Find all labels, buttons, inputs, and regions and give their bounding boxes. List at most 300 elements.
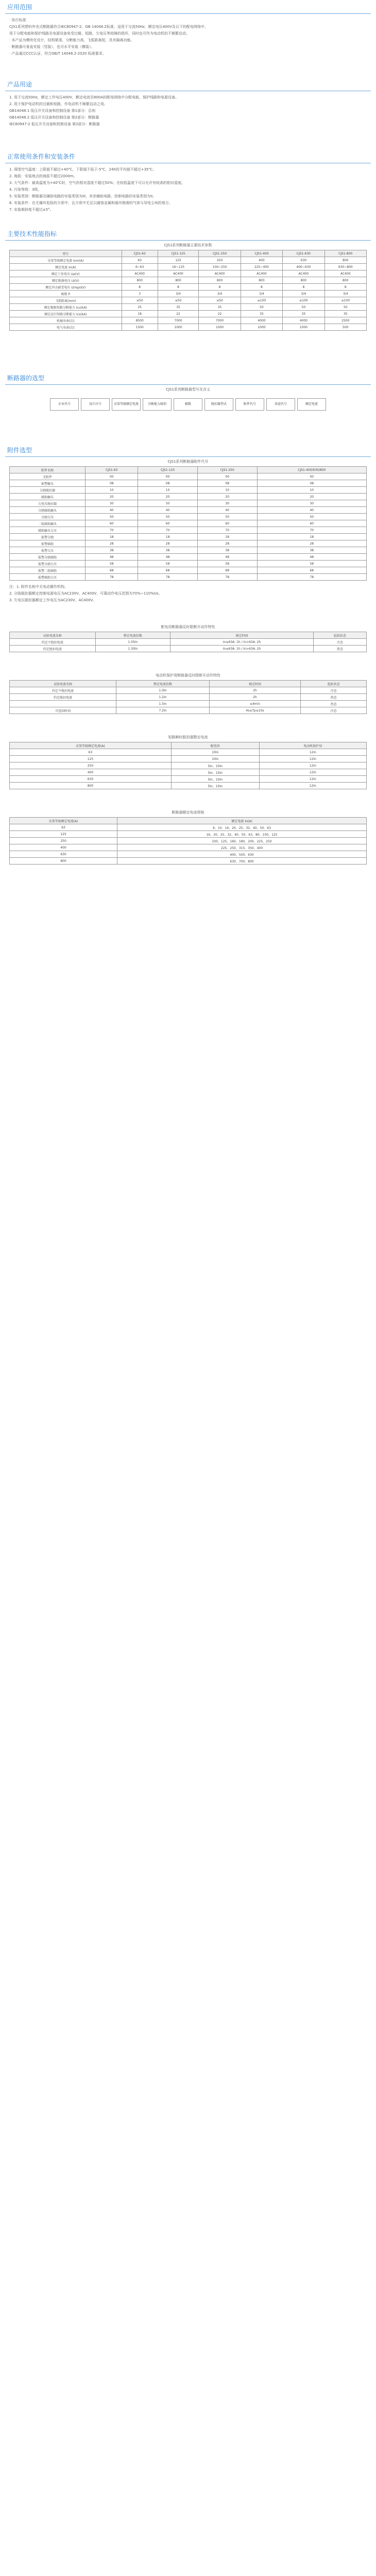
section-selection (0, 371, 376, 416)
table-row (10, 844, 367, 851)
table-row (10, 824, 367, 831)
table-caption: CJS1系列断路器附件代号 (167, 460, 209, 464)
table-cell: 30 (138, 500, 198, 507)
section-header (5, 149, 371, 163)
table-cell: 08 (86, 480, 138, 487)
table-cell: 58 (138, 561, 198, 567)
table-cell: 额定电流 In(A) (10, 264, 122, 270)
table-row (10, 561, 367, 567)
table-cell: ≤50 (122, 297, 158, 304)
scope-line: · 产品通过CCC认证，符合GB/T 14048.2-2020 标准要求。 (9, 52, 106, 56)
table-row (10, 284, 367, 291)
table-cell: 分励辅助触头 (10, 507, 86, 514)
table-cell: 报警分励辅助 (10, 554, 86, 561)
table-header-cell: 试验电流名称 (10, 632, 96, 639)
table-row (10, 304, 367, 311)
table-cell: 5In、10In (171, 762, 259, 769)
table-cell: 12In (259, 756, 366, 762)
table-cell: 58 (257, 561, 366, 567)
table-cell: 1.30In (95, 646, 170, 652)
table-cell: 16~125 (158, 264, 199, 270)
usage-line: 1. 用于交流50Hz，额定工作电压400V，额定电流至800A的配电网络中分配电能，保护线路和电源设备。 (9, 95, 179, 99)
table-row (10, 297, 367, 304)
table-cell: 63 (10, 749, 172, 756)
section-scope (0, 0, 376, 57)
table-cell: 08 (197, 480, 257, 487)
table-cell: 1500 (122, 324, 158, 331)
table-cell: AC400 (241, 270, 282, 277)
table-header-cell: 附件名称 (10, 467, 86, 473)
section-title: 应用范围 (7, 4, 32, 11)
table-cell: 28 (138, 540, 198, 547)
table-cell: 68 (86, 567, 138, 574)
table-row (10, 646, 367, 652)
table-cell: 500 (324, 324, 366, 331)
table-header-row (10, 818, 367, 824)
trip-table-distribution (9, 632, 367, 652)
table-cell: 12In (259, 783, 366, 789)
table-cell: 1.05In (95, 639, 170, 646)
table-cell: 70 (197, 527, 257, 534)
table-cell: 约定脱扣电流 (10, 646, 96, 652)
table-cell: AC400 (324, 270, 366, 277)
table-cell: 50 (283, 304, 324, 311)
section-title: 断路器的选型 (7, 375, 45, 382)
table-row (10, 291, 367, 297)
table-cell: 极数 P (10, 291, 122, 297)
table-cell: 3/4 (283, 291, 324, 297)
table-cell: AC400 (283, 270, 324, 277)
table-cell: 78 (138, 574, 198, 581)
table-cell: 800 (158, 277, 199, 284)
table-cell: AC400 (199, 270, 241, 277)
table-cell: 8500 (122, 317, 158, 324)
table-cell: 5In、10In (171, 776, 259, 783)
table-cell: 6、10、16、20、25、32、40、50、63 (117, 824, 367, 831)
table-cell: 630 (10, 776, 172, 783)
table-cell: 5In、10In (171, 783, 259, 789)
model-code-box: 用途代号 (266, 398, 295, 411)
section-header (5, 443, 371, 457)
table-cell: 630、700、800 (117, 858, 367, 865)
table-header-cell: 整定电流倍数 (116, 681, 210, 687)
table-cell: 630~800 (324, 264, 366, 270)
table-cell: 40 (257, 507, 366, 514)
table-cell: 机械寿命(次) (10, 317, 122, 324)
table-row (10, 317, 367, 324)
table-cell: 50 (86, 514, 138, 520)
table-cell: 热态 (314, 646, 367, 652)
table-cell: AC400 (158, 270, 199, 277)
section-title: 产品用途 (7, 81, 32, 88)
table-cell: 12In (259, 769, 366, 776)
table-cell: 38 (257, 547, 366, 554)
table-row (10, 494, 367, 500)
table-header-cell: 壳架等级额定电流(A) (10, 818, 117, 824)
table-cell: 报警二组辅助 (10, 567, 86, 574)
table-header-cell: 起始状态 (314, 632, 367, 639)
table-cell: 20 (138, 494, 198, 500)
table-cell: 50 (241, 304, 282, 311)
usage-line: IEC60947-2 低压开关设备和控制设备 第2部分：断路器 (9, 122, 100, 126)
section-header (5, 371, 371, 385)
table-cell: 辅助触头欠压 (10, 527, 86, 534)
table-row (10, 547, 367, 554)
spec-table (9, 250, 367, 331)
table-row (10, 264, 367, 270)
table-cell: 欠电压脱扣器 (10, 500, 86, 507)
table-cell: 68 (257, 567, 366, 574)
table-cell: 400~630 (283, 264, 324, 270)
table-cell: 18 (197, 534, 257, 540)
table-row (10, 639, 367, 646)
table-cell: 8 (122, 284, 158, 291)
table-row (10, 701, 367, 707)
table-cell: 报警分励 (10, 534, 86, 540)
table-header-cell: CJS1-63 (86, 467, 138, 473)
table-cell: 63 (10, 824, 117, 831)
table-cell: 8 (324, 284, 366, 291)
table-cell: ≤50 (158, 297, 199, 304)
table-row (10, 783, 367, 789)
table-cell: 3/4 (199, 291, 241, 297)
table-row (10, 500, 367, 507)
table-header-cell: 规定时间 (209, 681, 300, 687)
instant-trip-table (9, 742, 367, 789)
table-header-cell: 配电用 (171, 742, 259, 749)
table-cell: 225~400 (241, 264, 282, 270)
scope-text (9, 17, 367, 57)
table-cell: 12In (259, 749, 366, 756)
table-cell: 78 (257, 574, 366, 581)
table-row (10, 687, 367, 694)
table-header-cell: CJS1-250 (197, 467, 257, 473)
table-cell: 25 (122, 304, 158, 311)
model-code-box: 分断能力级别 (143, 398, 172, 411)
table-cell: 22 (199, 311, 241, 317)
table-cell: 800 (199, 277, 241, 284)
table-cell: 额定冲击耐受电压 Uimp(kV) (10, 284, 122, 291)
table-row (10, 480, 367, 487)
table-cell: 18 (138, 534, 198, 540)
table-cell: 400、500、630 (117, 851, 367, 858)
table-cell: 8 (241, 284, 282, 291)
table-header-row (10, 250, 367, 257)
note-line: 注：1. 附件名称中无电动操作机构。 (9, 585, 68, 589)
table-cell: 28 (257, 540, 366, 547)
table-cell: 08 (138, 480, 198, 487)
table-cell: 63 (122, 257, 158, 264)
table-cell: 可返回时间 (10, 707, 116, 714)
table-cell: 400 (241, 257, 282, 264)
table-cell: 5In、10In (171, 769, 259, 776)
table-cell: 电气寿命(次) (10, 324, 122, 331)
table-cell: 48 (257, 554, 366, 561)
table-row (10, 507, 367, 514)
table-cell: 10 (197, 487, 257, 494)
table-cell: 额定运行短路分断能力 Ics(kA) (10, 311, 122, 317)
table-cell: 30 (197, 500, 257, 507)
table-row (10, 534, 367, 540)
table-cell: 8 (199, 284, 241, 291)
table-header-row (10, 681, 367, 687)
table-cell: 35 (283, 311, 324, 317)
table-cell: 额定工作电压 Ue(V) (10, 270, 122, 277)
table-cell: 飞弧距离(mm) (10, 297, 122, 304)
table-caption: 断路器额定电流规格 (172, 810, 204, 815)
table-cell: 250 (10, 838, 117, 844)
table-cell: 12In (259, 762, 366, 769)
table-cell: 800 (10, 783, 172, 789)
condition-line: 1. 周围空气温度：上限值不超过+40℃，下限值不低于-5℃，24h的平均值不超过+35℃。 (9, 167, 157, 172)
table-cell: 48 (86, 554, 138, 561)
table-header-cell: 额定电流 In(A) (117, 818, 367, 824)
table-caption: 电动机保护用断路器反时限断开动作特性 (156, 673, 220, 677)
table-cell: 额定绝缘电压 Ui(V) (10, 277, 122, 284)
table-row (10, 776, 367, 783)
model-code-box: 设计序号 (81, 398, 110, 411)
table-cell (10, 701, 116, 707)
table-cell: 22 (158, 311, 199, 317)
table-cell: 30 (257, 500, 366, 507)
table-cell: 250 (199, 257, 241, 264)
table-cell: 额定极限短路分断能力 Icu(kA) (10, 304, 122, 311)
table-cell: 125 (10, 831, 117, 838)
table-cell: 800 (324, 277, 366, 284)
table-row (10, 694, 367, 701)
table-header-cell: CJS1-250 (199, 250, 241, 257)
table-cell: 100~250 (199, 264, 241, 270)
table-cell: 2500 (324, 317, 366, 324)
scope-line: · 本产品为模块化设计，结构紧凑，分断能力高，飞弧距离短，具有隔离功能。 (9, 38, 134, 42)
table-cell: 4000 (283, 317, 324, 324)
note-line: 3. 欠电压脱扣器额定工作电压为AC230V、AC400V。 (9, 598, 97, 602)
table-cell: 800 (10, 858, 117, 865)
table-cell: 78 (197, 574, 257, 581)
table-row (10, 707, 367, 714)
scope-line: · 断路器可垂直安装（竖装），也可水平安装（横装）。 (9, 45, 95, 49)
table-cell: 38 (86, 547, 138, 554)
section-usage (0, 77, 376, 128)
model-code-box: 企业代号 (50, 398, 79, 411)
usage-line: GB14048.1 低压开关设备和控制设备 第1部分：总则 (9, 109, 96, 113)
table-cell: 68 (197, 567, 257, 574)
table-header-cell: CJS1-63 (122, 250, 158, 257)
table-cell: 7000 (158, 317, 199, 324)
table-header-cell: 电动机保护用 (259, 742, 366, 749)
usage-text (9, 94, 367, 128)
table-cell: 分励脱扣器 (10, 487, 86, 494)
table-cell: 48 (138, 554, 198, 561)
table-cell: 10In (171, 749, 259, 756)
table-cell: 8 (283, 284, 324, 291)
table-cell: 58 (197, 561, 257, 567)
condition-line: 6. 安装条件：在无爆炸危险的介质中，且介质中无足以腐蚀金属和破坏绝缘的气体与导电尘埃的地方。 (9, 201, 173, 205)
table-cell: 1000 (158, 324, 199, 331)
table-cell: 无附件 (10, 473, 86, 480)
table-header-cell: 起始状态 (301, 681, 367, 687)
table-row (10, 574, 367, 581)
table-cell: 10 (86, 487, 138, 494)
table-cell: 约定不脱扣电流 (10, 687, 116, 694)
table-header-cell: 整定电流倍数 (95, 632, 170, 639)
table-cell: 50 (324, 304, 366, 311)
table-cell: 400 (10, 769, 172, 776)
table-header-cell: 壳架等级额定电流(A) (10, 742, 172, 749)
table-cell: 800 (122, 277, 158, 284)
table-header-cell: CJS1-800 (324, 250, 366, 257)
table-cell: 38 (138, 547, 198, 554)
section-title: 附件选型 (7, 447, 32, 454)
table-cell: 报警欠压 (10, 547, 86, 554)
section-title: 正常使用条件和安装条件 (7, 153, 76, 160)
table-header-cell: 规定时间 (170, 632, 314, 639)
table-cell: 1.5In (116, 701, 210, 707)
table-cell: 40 (138, 507, 198, 514)
scope-line: · 执行标准 (9, 18, 26, 22)
table-cell: 60 (257, 520, 366, 527)
table-cell: 报警触头 (10, 480, 86, 487)
table-cell: 125 (10, 756, 172, 762)
table-row (10, 324, 367, 331)
table-cell: 20 (197, 494, 257, 500)
condition-line: 4. 污染等级：3级。 (9, 188, 42, 192)
table-row (10, 520, 367, 527)
table-header-cell: 型号 (10, 250, 122, 257)
table-header-cell: CJS1-400/630/800 (257, 467, 366, 473)
condition-line: 5. 安装类别：断路器及辅助电路的安装类别为III，其余辅助电路、控制电路的安装类别为II。 (9, 194, 157, 198)
note-line: 2. 分励脱扣器额定控制电源电压为AC230V、AC400V，可靠动作电压范围为70%~110%Us。 (9, 591, 162, 596)
table-cell: 00 (197, 473, 257, 480)
table-cell: 7.2In (116, 707, 210, 714)
table-header-cell: CJS1-400 (241, 250, 282, 257)
table-cell: 18 (86, 534, 138, 540)
table-cell: 40 (86, 507, 138, 514)
table-cell: 冷态 (301, 707, 367, 714)
table-cell: 分励欠压 (10, 514, 86, 520)
table-cell: 7000 (199, 317, 241, 324)
table-cell: 20 (257, 494, 366, 500)
table-header-row (10, 742, 367, 749)
table-cell: 35 (158, 304, 199, 311)
table-row (10, 514, 367, 520)
table-cell: 10In (171, 756, 259, 762)
table-cell: 68 (138, 567, 198, 574)
table-cell: 60 (86, 520, 138, 527)
table-cell: 3 (122, 291, 158, 297)
table-cell: 60 (197, 520, 257, 527)
table-cell: 125 (158, 257, 199, 264)
table-row (10, 270, 367, 277)
table-cell: AC400 (122, 270, 158, 277)
table-cell: 70 (86, 527, 138, 534)
trip-table-motor (9, 680, 367, 714)
table-caption: 短路瞬时脱扣器整定电流 (168, 735, 208, 739)
table-cell: 10 (257, 487, 366, 494)
table-cell: 冷态 (314, 639, 367, 646)
table-cell: 35 (241, 311, 282, 317)
table-cell: 6~63 (122, 264, 158, 270)
usage-line: GB14048.2 低压开关设备和控制设备 第2部分：断路器 (9, 115, 99, 120)
table-cell: 38 (197, 547, 257, 554)
table-cell: 28 (86, 540, 138, 547)
table-cell: 800 (241, 277, 282, 284)
table-cell: 50 (197, 514, 257, 520)
table-cell: ≤4min (209, 701, 300, 707)
table-cell: 50 (138, 514, 198, 520)
table-caption: CJS1系列断路器主要技术参数 (164, 243, 212, 247)
table-cell: 热态 (301, 694, 367, 701)
table-cell: 60 (138, 520, 198, 527)
table-cell: 10 (138, 487, 198, 494)
condition-line: 3. 大气条件：最高温度为+40℃时，空气的相对湿度不超过50%；在较低温度下可以允许有较高的相对湿度。 (9, 181, 185, 185)
table-header-cell: CJS1-125 (138, 467, 198, 473)
table-header-cell: CJS1-125 (158, 250, 199, 257)
table-cell: 08 (257, 480, 366, 487)
table-row (10, 838, 367, 844)
table-cell: 250 (10, 762, 172, 769)
table-cell: 35 (199, 304, 241, 311)
table-row (10, 749, 367, 756)
table-cell: In≤63A: 1h / In>63A: 2h (170, 639, 314, 646)
table-cell: 630 (283, 257, 324, 264)
usage-line: 2. 用于保护电动机的过载和短路，作电动机不频繁启动之用。 (9, 102, 108, 106)
rated-current-table (9, 817, 367, 865)
table-cell: 辅助触头 (10, 494, 86, 500)
table-cell: 报警辅助 (10, 540, 86, 547)
table-cell: 报警分励欠压 (10, 561, 86, 567)
table-cell: 报警辅助欠压 (10, 574, 86, 581)
section-accessories (0, 443, 376, 865)
condition-line: 7. 安装倾斜度不超过±5°。 (9, 208, 54, 212)
table-cell: 2h (209, 694, 300, 701)
table-cell: ≤100 (283, 297, 324, 304)
model-code-box: 极数 (174, 398, 202, 411)
table-cell: 00 (86, 473, 138, 480)
table-cell: 225、250、315、350、400 (117, 844, 367, 851)
table-cell: 3/4 (241, 291, 282, 297)
table-cell: 20 (86, 494, 138, 500)
table-cell: 58 (86, 561, 138, 567)
table-cell: 70 (138, 527, 198, 534)
table-cell: 40 (197, 507, 257, 514)
table-cell: 78 (86, 574, 138, 581)
table-cell: ≤50 (199, 297, 241, 304)
table-cell: In≤63A: 1h / In>63A: 2h (170, 646, 314, 652)
table-cell: 4000 (241, 317, 282, 324)
table-cell: 8 (158, 284, 199, 291)
table-cell: 约定脱扣电流 (10, 694, 116, 701)
table-row (10, 831, 367, 838)
table-cell: 35 (324, 311, 366, 317)
table-row (10, 277, 367, 284)
table-row (10, 769, 367, 776)
table-row (10, 756, 367, 762)
table-cell: 3/4 (324, 291, 366, 297)
table-cell: 1000 (283, 324, 324, 331)
table-cell: 00 (257, 473, 366, 480)
condition-line: 2. 海拔：安装地点的海拔不超过2000m。 (9, 174, 77, 178)
table-cell: 冷态 (301, 687, 367, 694)
table-row (10, 567, 367, 574)
table-header-row (10, 467, 367, 473)
table-row (10, 762, 367, 769)
table-cell: ≤100 (241, 297, 282, 304)
section-specs (0, 227, 376, 331)
table-cell: ≤100 (324, 297, 366, 304)
table-header-row (10, 632, 367, 639)
table-cell: 630 (10, 851, 117, 858)
